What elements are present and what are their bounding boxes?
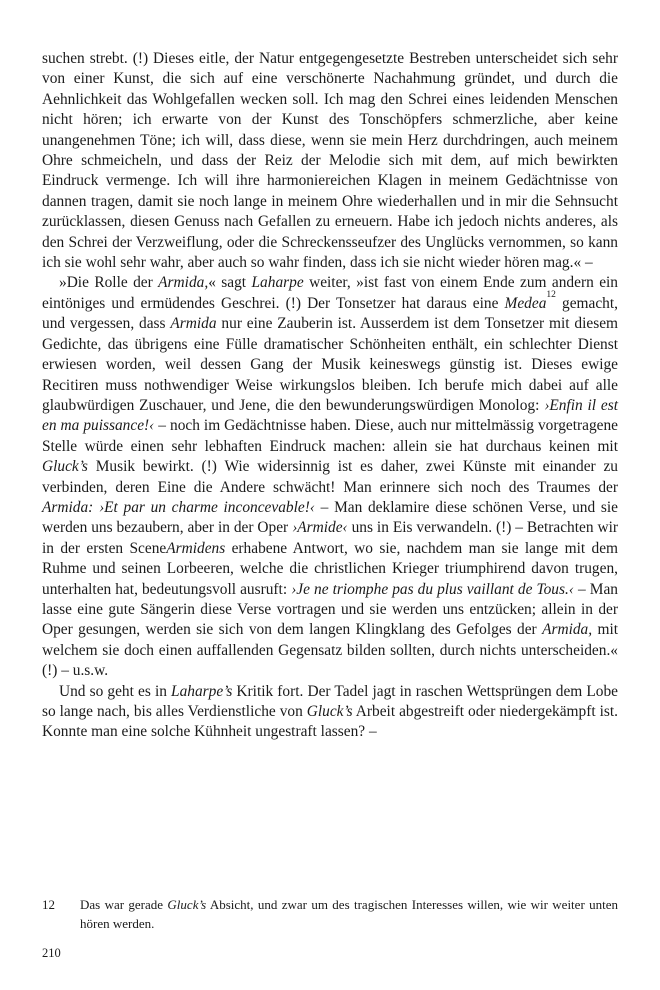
page-number: 210 — [42, 946, 61, 960]
italic-text-segment: Laharpe’s — [171, 682, 233, 700]
text-segment: « sagt — [208, 274, 252, 292]
footnote-section — [42, 896, 618, 933]
footnote — [42, 896, 618, 933]
italic-text-segment: Laharpe — [251, 274, 304, 292]
italic-text-segment: Armidens — [166, 539, 226, 557]
text-segment: erhabene Antwort, wo sie, nachdem man sie lange mit dem Ruhme und seinen Lorbeeren, welche die christlichen Krieger triumphirend davon trugen, unterhalten hat, bedeutungsvoll ausruft: — [42, 539, 618, 598]
text-segment: Absicht, und zwar um des tragischen Interesses willen, wie wir weiter unten hören werden. — [80, 897, 619, 931]
italic-text-segment: ›Je ne triomphe pas du plus vaillant de Tous.‹ — [291, 580, 574, 598]
paragraph-2 — [42, 273, 618, 681]
italic-text-segment: Gluck’s — [306, 703, 353, 720]
italic-text-segment: ›Armide‹ — [292, 519, 348, 537]
paragraph-3 — [42, 682, 618, 743]
paragraph-1 — [42, 49, 618, 273]
footnote-reference: 12 — [546, 289, 556, 301]
italic-text-segment: Armida — [170, 315, 217, 333]
text-segment: weiter, »ist fast von einem Ende zum andern ein eintöniges und ermüdendes Geschrei. (!) Der Tonsetzer hat daraus eine — [42, 274, 618, 312]
italic-text-segment: Gluck’s — [42, 458, 88, 476]
text-segment: uns in Eis verwandeln. (!) – Betrachten wir in der ersten Scene — [42, 519, 619, 557]
footnote-marker: 12 — [42, 897, 55, 912]
italic-text-segment: Medea — [504, 294, 547, 312]
italic-text-segment: ›Enfin il est en ma puissance!‹ — [42, 396, 618, 435]
text-segment: Das war gerade — [80, 897, 168, 912]
italic-text-segment: Gluck’s — [167, 897, 207, 912]
main-text — [42, 49, 618, 743]
text-segment: »Die Rolle der — [59, 274, 159, 292]
text-segment: mit welchem sie doch einen auffallenden Gegensatz bilden sollten, durch nichts unterscheiden.« (!) – u.s.w. — [42, 621, 618, 680]
text-segment: Musik bewirkt. (!) Wie widersinnig ist es daher, zwei Künste mit einander zu verbinden, deren Eine die Andere schwächt! Man erinnere sich noch des Traumes der — [42, 458, 618, 496]
footnote-text — [80, 896, 618, 933]
text-segment: – Man deklamire diese schönen Verse, und sie werden uns bezaubern, aber in der Oper — [42, 498, 618, 537]
italic-text-segment: Armida, — [542, 621, 593, 639]
text-segment: gemacht, und vergessen, dass — [42, 294, 618, 333]
text-segment: suchen strebt. (!) Dieses eitle, der Natur entgegengesetzte Bestreben unterscheidet sich sehr von einer Kunst, die sich auf eine verschönerte Nachahmung gründet, und durch die Aehnlichkeit das Wohlgefallen wecken soll. Ich mag den Schrei eines leidenden Menschen nicht hören; ich erwarte von der Kunst des Tonschöpfers schmerzliche, aber keine unangenehmen Töne; ich will, dass diese, wenn sie mein Herz durchdringen, auch meinem Ohre schmeicheln, und dass der Reiz der Melodie sich mit dem, auf mich bewirkten Eindruck vermenge. Ich will ihre harmoniereichen Klagen in meinem Gedächtnisse von dannen tragen, damit sie noch lange in meinem Ohre wiederhallen und in mir die Sehnsucht zurücklassen, diesen Genuss nach Gefallen zu erneuern. Habe ich jedoch nichts anderes, als den Schrei der Verzweiflung, oder die Schreckensseufzer des Unglücks vernommen, so kann ich sie wohl sehr wahr, aber auch so wahr finden, dass ich sie nicht wieder hören mag.« – — [42, 50, 618, 272]
italic-text-segment: Armida, — [158, 274, 209, 292]
italic-text-segment: Armida: ›Et par un charme inconcevable!‹ — [42, 498, 315, 516]
text-segment: Arbeit abgestreift oder niedergekämpft ist. Konnte man eine solche Kühnheit ungestraft lassen? – — [42, 703, 618, 741]
text-segment: – Man lasse eine gute Sängerin diese Verse vortragen und sie werden uns entzücken; allein in der Oper gesungen, werden sie sich von dem langen Klingklang des Gefolges der — [42, 580, 618, 639]
text-segment: Und so geht es in — [59, 682, 172, 700]
text-segment: nur eine Zauberin ist. Ausserdem ist dem Tonsetzer mit diesem Gedichte, das übrigens eine Fülle dramatischer Schönheiten enthält, ein schlechter Dienst erwiesen worden, weil dessen Gang der Musik keineswegs günstig ist. Dieses ewige Recitiren muss nothwendiger Weise wirkungslos bleiben. Ich berufe mich dabei auf alle glaubwürdigen Zuschauer, und Jene, die den bewunderungswürdigen Monolog: — [42, 315, 618, 414]
text-segment: Kritik fort. Der Tadel jagt in raschen Wettsprüngen dem Lobe so lange nach, bis alles Verdienstliche von — [42, 682, 618, 720]
text-segment: – noch im Gedächtnisse haben. Diese, auch nur mittelmässig vorgetragene Stelle würde einen sehr lebhaften Eindruck machen: allein sie hat durchaus keinen mit — [42, 417, 619, 455]
